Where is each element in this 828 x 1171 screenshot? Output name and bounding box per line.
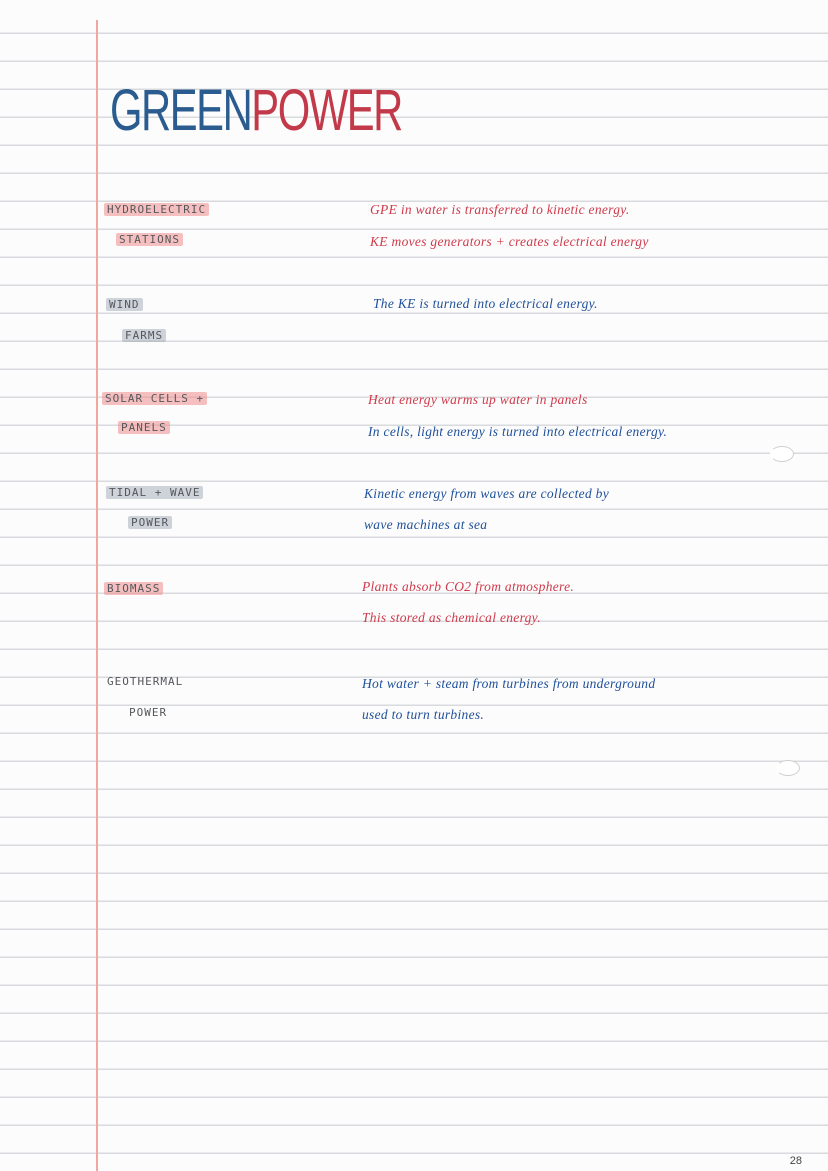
desc-hydro-2: KE moves generators + creates electrical energy xyxy=(370,234,649,249)
desc-geo-1: Hot water + steam from turbines from underground xyxy=(362,676,656,691)
desc-wind-1: The KE is turned into electrical energy. xyxy=(373,296,598,311)
label-power-tidal: POWER xyxy=(128,516,172,529)
title-part-power: POWER xyxy=(251,78,402,143)
desc-tidal-2: wave machines at sea xyxy=(364,517,488,532)
desc-biomass-2: This stored as chemical energy. xyxy=(362,610,541,625)
punch-hole-mark xyxy=(776,760,800,776)
label-panels: PANELS xyxy=(118,421,170,434)
label-wind: WIND xyxy=(106,298,143,311)
desc-geo-2: used to turn turbines. xyxy=(362,707,485,722)
label-geothermal: GEOTHERMAL xyxy=(107,675,184,688)
page-title xyxy=(110,78,402,143)
desc-biomass-1: Plants absorb CO2 from atmosphere. xyxy=(362,579,575,594)
label-biomass: BIOMASS xyxy=(104,582,163,595)
desc-tidal-1: Kinetic energy from waves are collected by xyxy=(364,486,610,501)
label-tidal-wave: TIDAL + WAVE xyxy=(106,486,203,499)
punch-hole-mark xyxy=(770,446,794,462)
label-farms: FARMS xyxy=(122,329,166,342)
label-power-geo: POWER xyxy=(129,706,168,719)
desc-solar-1: Heat energy warms up water in panels xyxy=(368,392,588,407)
label-solar-cells: SOLAR CELLS + xyxy=(102,392,207,405)
label-hydroelectric: HYDROELECTRIC xyxy=(104,203,209,216)
desc-solar-2: In cells, light energy is turned into electrical energy. xyxy=(368,424,668,439)
title-part-green: GREEN xyxy=(110,78,252,143)
margin-line xyxy=(96,20,98,1171)
desc-hydro-1: GPE in water is transferred to kinetic energy. xyxy=(370,202,630,217)
page-number: 28 xyxy=(789,1155,802,1167)
label-stations: STATIONS xyxy=(116,233,183,246)
